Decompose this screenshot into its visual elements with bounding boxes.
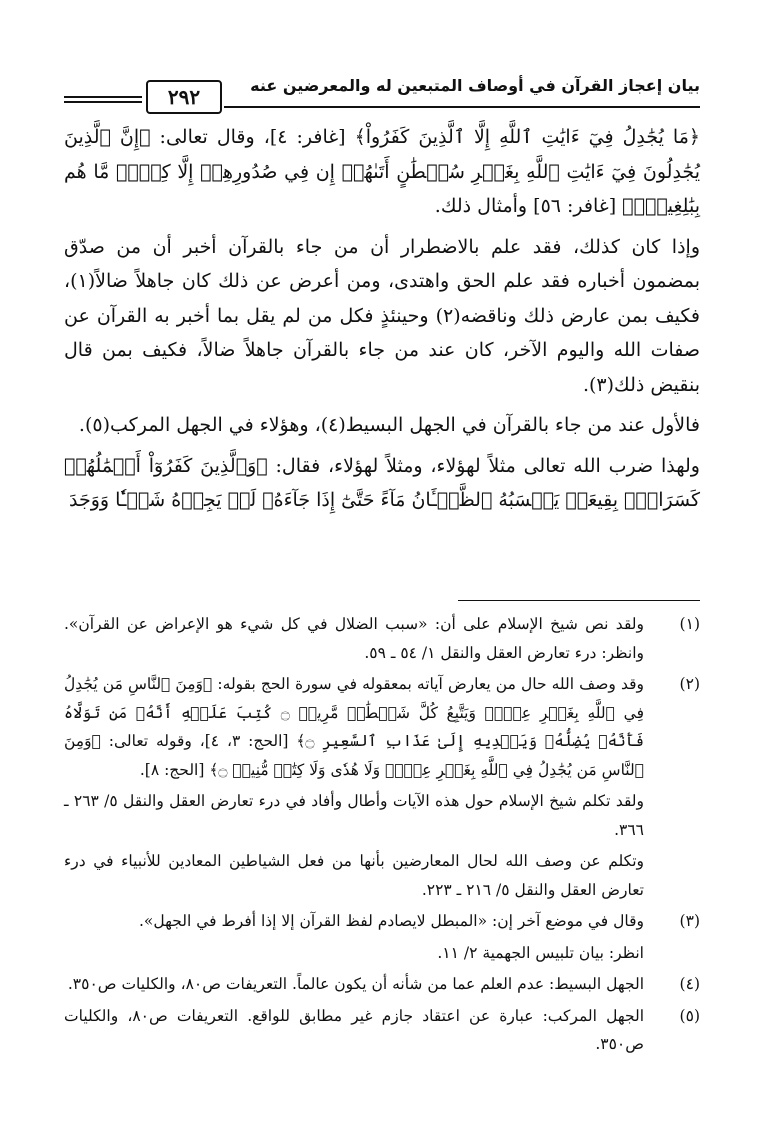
- footnotes: [64, 610, 700, 1062]
- header-ornament-line: [64, 96, 142, 98]
- footnote-text: ولقد نص شيخ الإسلام على أن: «سبب الضلال في كل شيء هو الإعراض عن القرآن». وانظر: درء تعارض العقل والنقل ١/ ٥٤ ـ ٥٩.: [64, 615, 644, 662]
- footnote-number: (١): [679, 615, 700, 633]
- footnote-number: (٥): [679, 1006, 700, 1025]
- footnote-continuation: انظر: بيان تلبيس الجهمية ٢/ ١١.: [437, 943, 644, 962]
- paragraph: فالأول عند من جاء بالقرآن في الجهل البسيط(٤)، وهؤلاء في الجهل المركب(٥).: [78, 414, 700, 436]
- footnote-continuation: وتكلم عن وصف الله لحال المعارضين بأنها من فعل الشياطين المعادين للأنبياء في درء تعارض العقل والنقل ٥/ ٢١٦ ـ ٢٢٣.: [64, 852, 644, 899]
- running-title: بيان إعجاز القرآن في أوصاف المتبعين له والمعرضين عنه: [250, 76, 700, 95]
- footnote-text: الجهل البسيط: عدم العلم عما من شأنه أن يكون عالماً. التعريفات ص٨٠، والكليات ص٣٥٠.: [67, 975, 644, 993]
- footnote: [64, 1002, 700, 1059]
- footnote-number: (٣): [679, 912, 700, 930]
- footnote-text: وقال في موضع آخر إن: «المبطل لايصادم لفظ القرآن إلا إذا أفرط في الجهل».: [138, 912, 644, 930]
- page-header: [64, 66, 700, 116]
- footnote: [64, 907, 700, 936]
- footnote-text: الجهل المركب: عبارة عن اعتقاد جازم غير مطابق للواقع. التعريفات ص٨٠، والكليات ص٣٥٠.: [64, 1006, 644, 1053]
- header-ornament-line: [64, 101, 142, 103]
- footnote-text: وقد وصف الله حال من يعارض آياته بمعقوله في سورة الحج بقوله: ﴿وَمِنَ ٱلنَّاسِ مَن يُجَٰدِلُ فِي ٱللَّهِ بِغَيۡرِ عِلۡمٖ وَيَتَّبِعُ كُلَّ شَيۡطَٰنٖ مَّرِيدٖ ۝ كُتِبَ عَلَيۡهِ أَنَّهُۥ مَن تَوَلَّاهُ فَأَنَّهُۥ يُضِلُّهُۥ وَيَهۡدِيهِ إِلَىٰ عَذَابِ ٱلسَّعِيرِ ۝﴾ [الحج: ٣، ٤]، وقوله تعالى: ﴿وَمِنَ ٱلنَّاسِ مَن يُجَٰدِلُ فِي ٱللَّهِ بِغَيۡرِ عِلۡمٖ وَلَا هُدٗى وَلَا كِتَٰبٖ مُّنِيرٖ ۝﴾ [الحج: ٨].: [64, 675, 645, 779]
- paragraph: ﴿مَا يُجَٰدِلُ فِيٓ ءَايَٰتِ ٱللَّهِ إِلَّا ٱلَّذِينَ كَفَرُواْ﴾ [غافر: ٤]، وقال تعالى: ﴿إِنَّ ٱلَّذِينَ يُجَٰدِلُونَ فِيٓ ءَايَٰتِ ٱللَّهِ بِغَيۡرِ سُلۡطَٰنٍ أَتَىٰهُمۡ إِن فِي صُدُورِهِمۡ إِلَّا كِبۡرٞ مَّا هُم بِبَٰلِغِيهِۚ﴾ [غافر: ٥٦] وأمثال ذلك.: [64, 126, 701, 217]
- footnote-divider: [458, 600, 700, 601]
- footnote: [64, 670, 700, 784]
- footnote-number: (٢): [679, 675, 700, 693]
- footnote: [64, 610, 700, 667]
- footnote-continuation: ولقد تكلم شيخ الإسلام حول هذه الآيات وأطال وأفاد في درء تعارض العقل والنقل ٥/ ٢٦٣ ـ ٣٦٦.: [64, 792, 644, 839]
- header-rule: [224, 106, 700, 108]
- paragraph: ولهذا ضرب الله تعالى مثلاً لهؤلاء، ومثلاً لهؤلاء، فقال: ﴿وَٱلَّذِينَ كَفَرُوٓاْ أَعۡمَٰلُهُمۡ كَسَرَابِۭ بِقِيعَةٖ يَحۡسَبُهُ ٱلظَّمۡـَٔانُ مَآءً حَتَّىٰٓ إِذَا جَآءَهُۥ لَمۡ يَجِدۡهُ شَيۡـٔٗا وَوَجَدَ: [64, 454, 700, 511]
- paragraph: وإذا كان كذلك، فقد علم بالاضطرار أن من جاء بالقرآن أخبر أن من صدّق بمضمون أخباره فقد علم الحق واهتدى، ومن أعرض عن ذلك كان جاهلاً ضالاً(١)، فكيف بمن عارض ذلك وناقضه(٢) وحينئذٍ فكل من لم يقل بما أخبر به القرآن عن صفات الله واليوم الآخر، كان عند من جاء بالقرآن جاهلاً ضالاً، فكيف بمن قال بنقيض ذلك(٣).: [64, 235, 700, 396]
- main-text: [64, 120, 700, 524]
- footnote-number: (٤): [679, 975, 700, 993]
- page-number: ٢٩٢: [146, 80, 222, 114]
- footnote: [64, 970, 700, 999]
